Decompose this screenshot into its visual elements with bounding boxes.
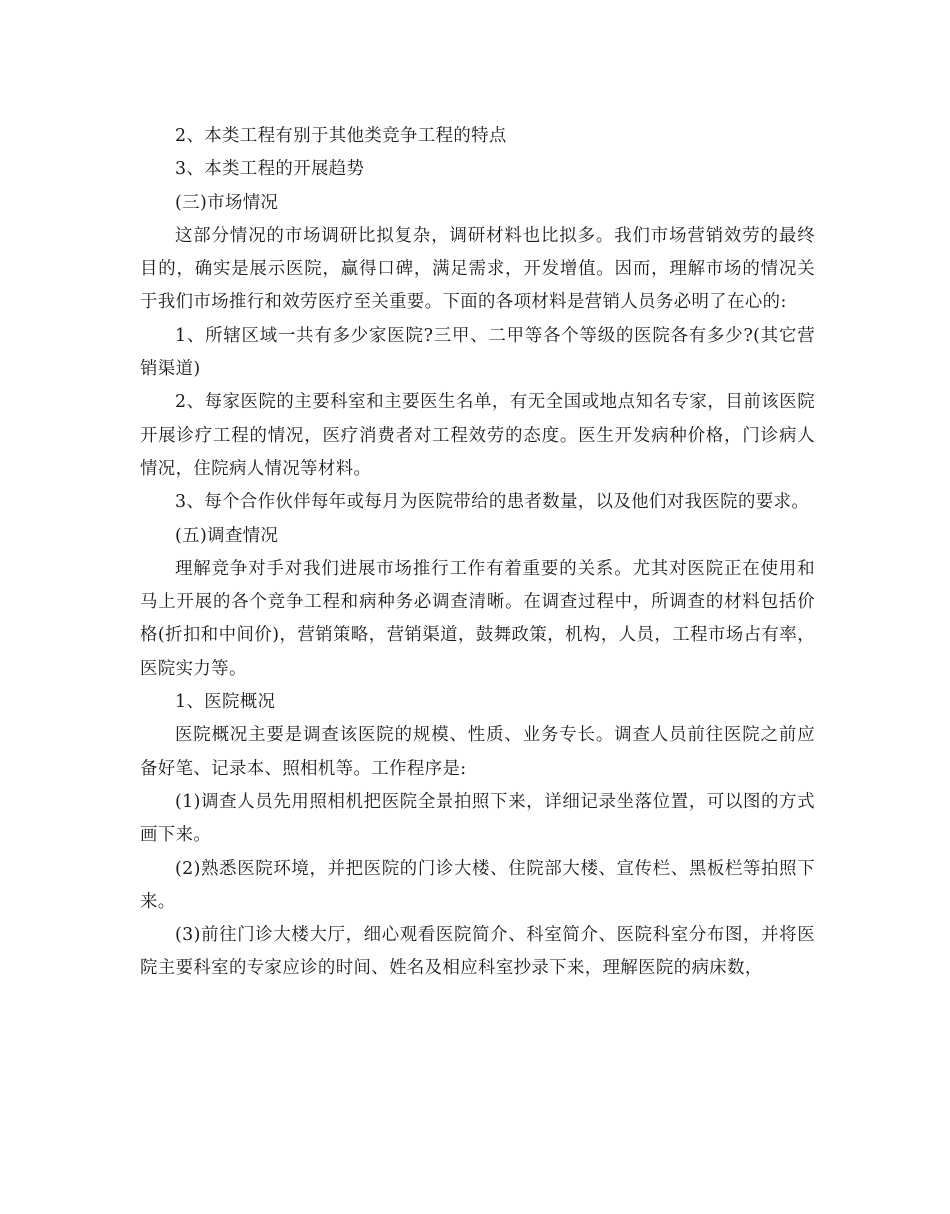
- paragraph-market-intro: 这部分情况的市场调研比拟复杂，调研材料也比拟多。我们市场营销效劳的最终目的，确实是展示医院，赢得口碑，满足需求，开发增值。因而，理解市场的情况关于我们市场推行和效劳医疗至关重要。下面的各项材料是营销人员务必明了在心的:: [140, 225, 815, 313]
- document-body: [140, 120, 815, 986]
- paragraph-step-1: (1)调查人员先用照相机把医院全景拍照下来，详细记录坐落位置，可以图的方式画下来。: [140, 791, 815, 846]
- paragraph-item-2-features: 2、本类工程有别于其他类竞争工程的特点: [175, 126, 507, 146]
- paragraph-step-3: (3)前往门诊大楼大厅，细心观看医院简介、科室简介、医院科室分布图，并将医院主要科室的专家应诊的时间、姓名及相应科室抄录下来，理解医院的病床数，: [140, 925, 815, 979]
- section-heading-survey: (五)调查情况: [175, 525, 279, 546]
- paragraph-step-2: (2)熟悉医院环境，并把医院的门诊大楼、住院部大楼、宣传栏、黑板栏等拍照下来。: [140, 858, 815, 912]
- paragraph-survey-intro: 理解竞争对手对我们进展市场推行工作有着重要的关系。尤其对医院正在使用和马上开展的各个竞争工程和病种务必调查清晰。在调查过程中，所调查的材料包括价格(折扣和中间价)，营销策略，营销渠道，鼓舞政策，机构，人员，工程市场占有率，医院实力等。: [140, 558, 815, 679]
- paragraph-market-item-3: 3、每个合作伙伴每年或每月为医院带给的患者数量，以及他们对我医院的要求。: [175, 492, 810, 513]
- subheading-hospital-overview: 1、医院概况: [175, 692, 276, 713]
- paragraph-overview-intro: 医院概况主要是调查该医院的规模、性质、业务专长。调查人员前往医院之前应备好笔、记录本、照相机等。工作程序是:: [140, 725, 815, 779]
- paragraph-item-3-trend: 3、本类工程的开展趋势: [175, 159, 365, 180]
- paragraph-market-item-1: 1、所辖区域一共有多少家医院?三甲、二甲等各个等级的医院各有多少?(其它营销渠道): [140, 325, 815, 380]
- paragraph-market-item-2: 2、每家医院的主要科室和主要医生名单，有无全国或地点知名专家，目前该医院开展诊疗工程的情况，医疗消费者对工程效劳的态度。医生开发病种价格，门诊病人情况，住院病人情况等材料。: [140, 392, 815, 479]
- section-heading-market: (三)市场情况: [175, 192, 279, 213]
